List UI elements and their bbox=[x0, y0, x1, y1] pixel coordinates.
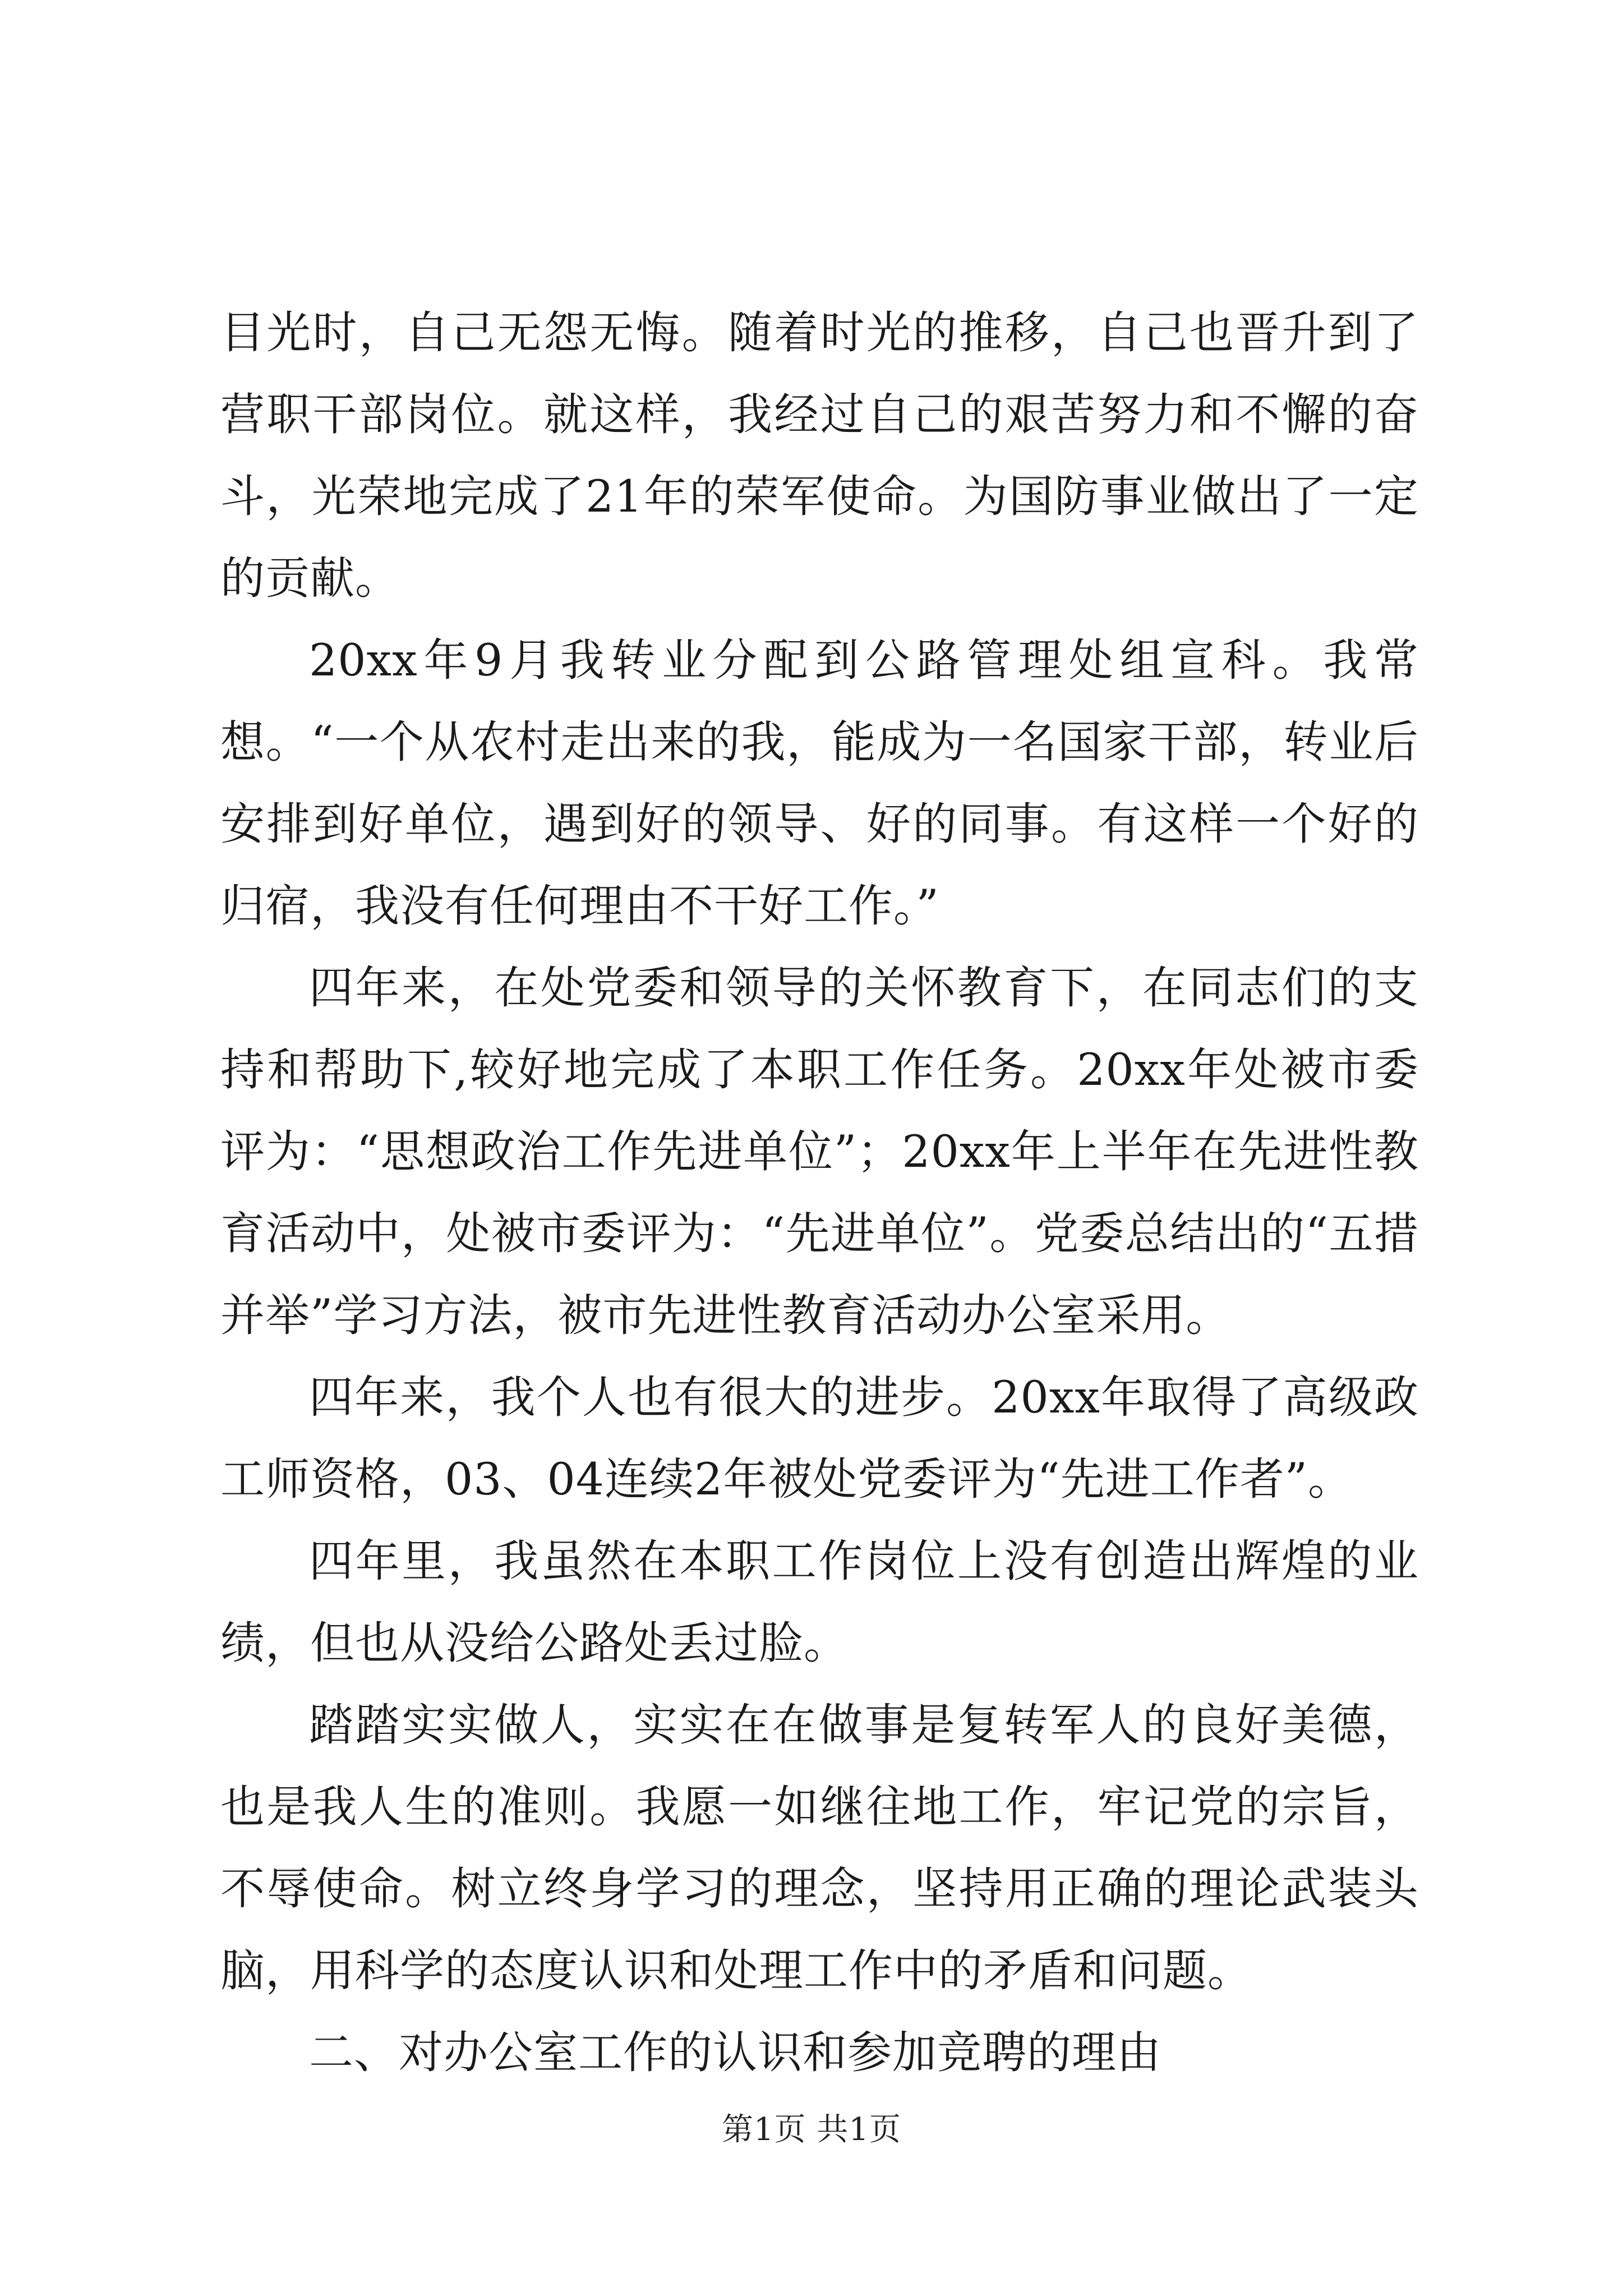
paragraph-4: 四年来，我个人也有很大的进步。20xx年取得了高级政工师资格，03、04连续2年被处党委评为“先进工作者”。 bbox=[220, 1372, 1419, 1505]
paragraph-2: 20xx年9月我转业分配到公路管理处组宣科。我常想。“一个从农村走出来的我，能成为一名国家干部，转业后安排到好单位，遇到好的领导、好的同事。有这样一个好的归宿，我没有任何理由不干好工作。” bbox=[220, 634, 1419, 932]
paragraph-3: 四年来，在处党委和领导的关怀教育下，在同志们的支持和帮助下,较好地完成了本职工作任务。20xx年处被市委评为：“思想政治工作先进单位”；20xx年上半年在先进性教育活动中，处被市委评为：“先进单位”。党委总结出的“五措并举”学习方法，被市先进性教育活动办公室采用。 bbox=[220, 962, 1419, 1341]
section-heading: 二、对办公室工作的认识和参加竞聘的理由 bbox=[309, 2027, 1161, 2078]
paragraph-6: 踏踏实实做人，实实在在做事是复转军人的良好美德，也是我人生的准则。我愿一如继往地工作，牢记党的宗旨，不辱使命。树立终身学习的理念，坚持用正确的理论武装头脑，用科学的态度认识和处理工作中的矛盾和问题。 bbox=[220, 1699, 1419, 1996]
paragraph-1: 目光时，自己无怨无悔。随着时光的推移，自己也晋升到了营职干部岗位。就这样，我经过自己的艰苦努力和不懈的奋斗，光荣地完成了21年的荣军使命。为国防事业做出了一定的贡献。 bbox=[220, 307, 1419, 604]
document-body bbox=[220, 292, 1419, 2093]
paragraph-5: 四年里，我虽然在本职工作岗位上没有创造出辉煌的业绩，但也从没给公路处丢过脸。 bbox=[220, 1535, 1419, 1669]
page-footer: 第1页 共1页 bbox=[721, 2111, 902, 2148]
